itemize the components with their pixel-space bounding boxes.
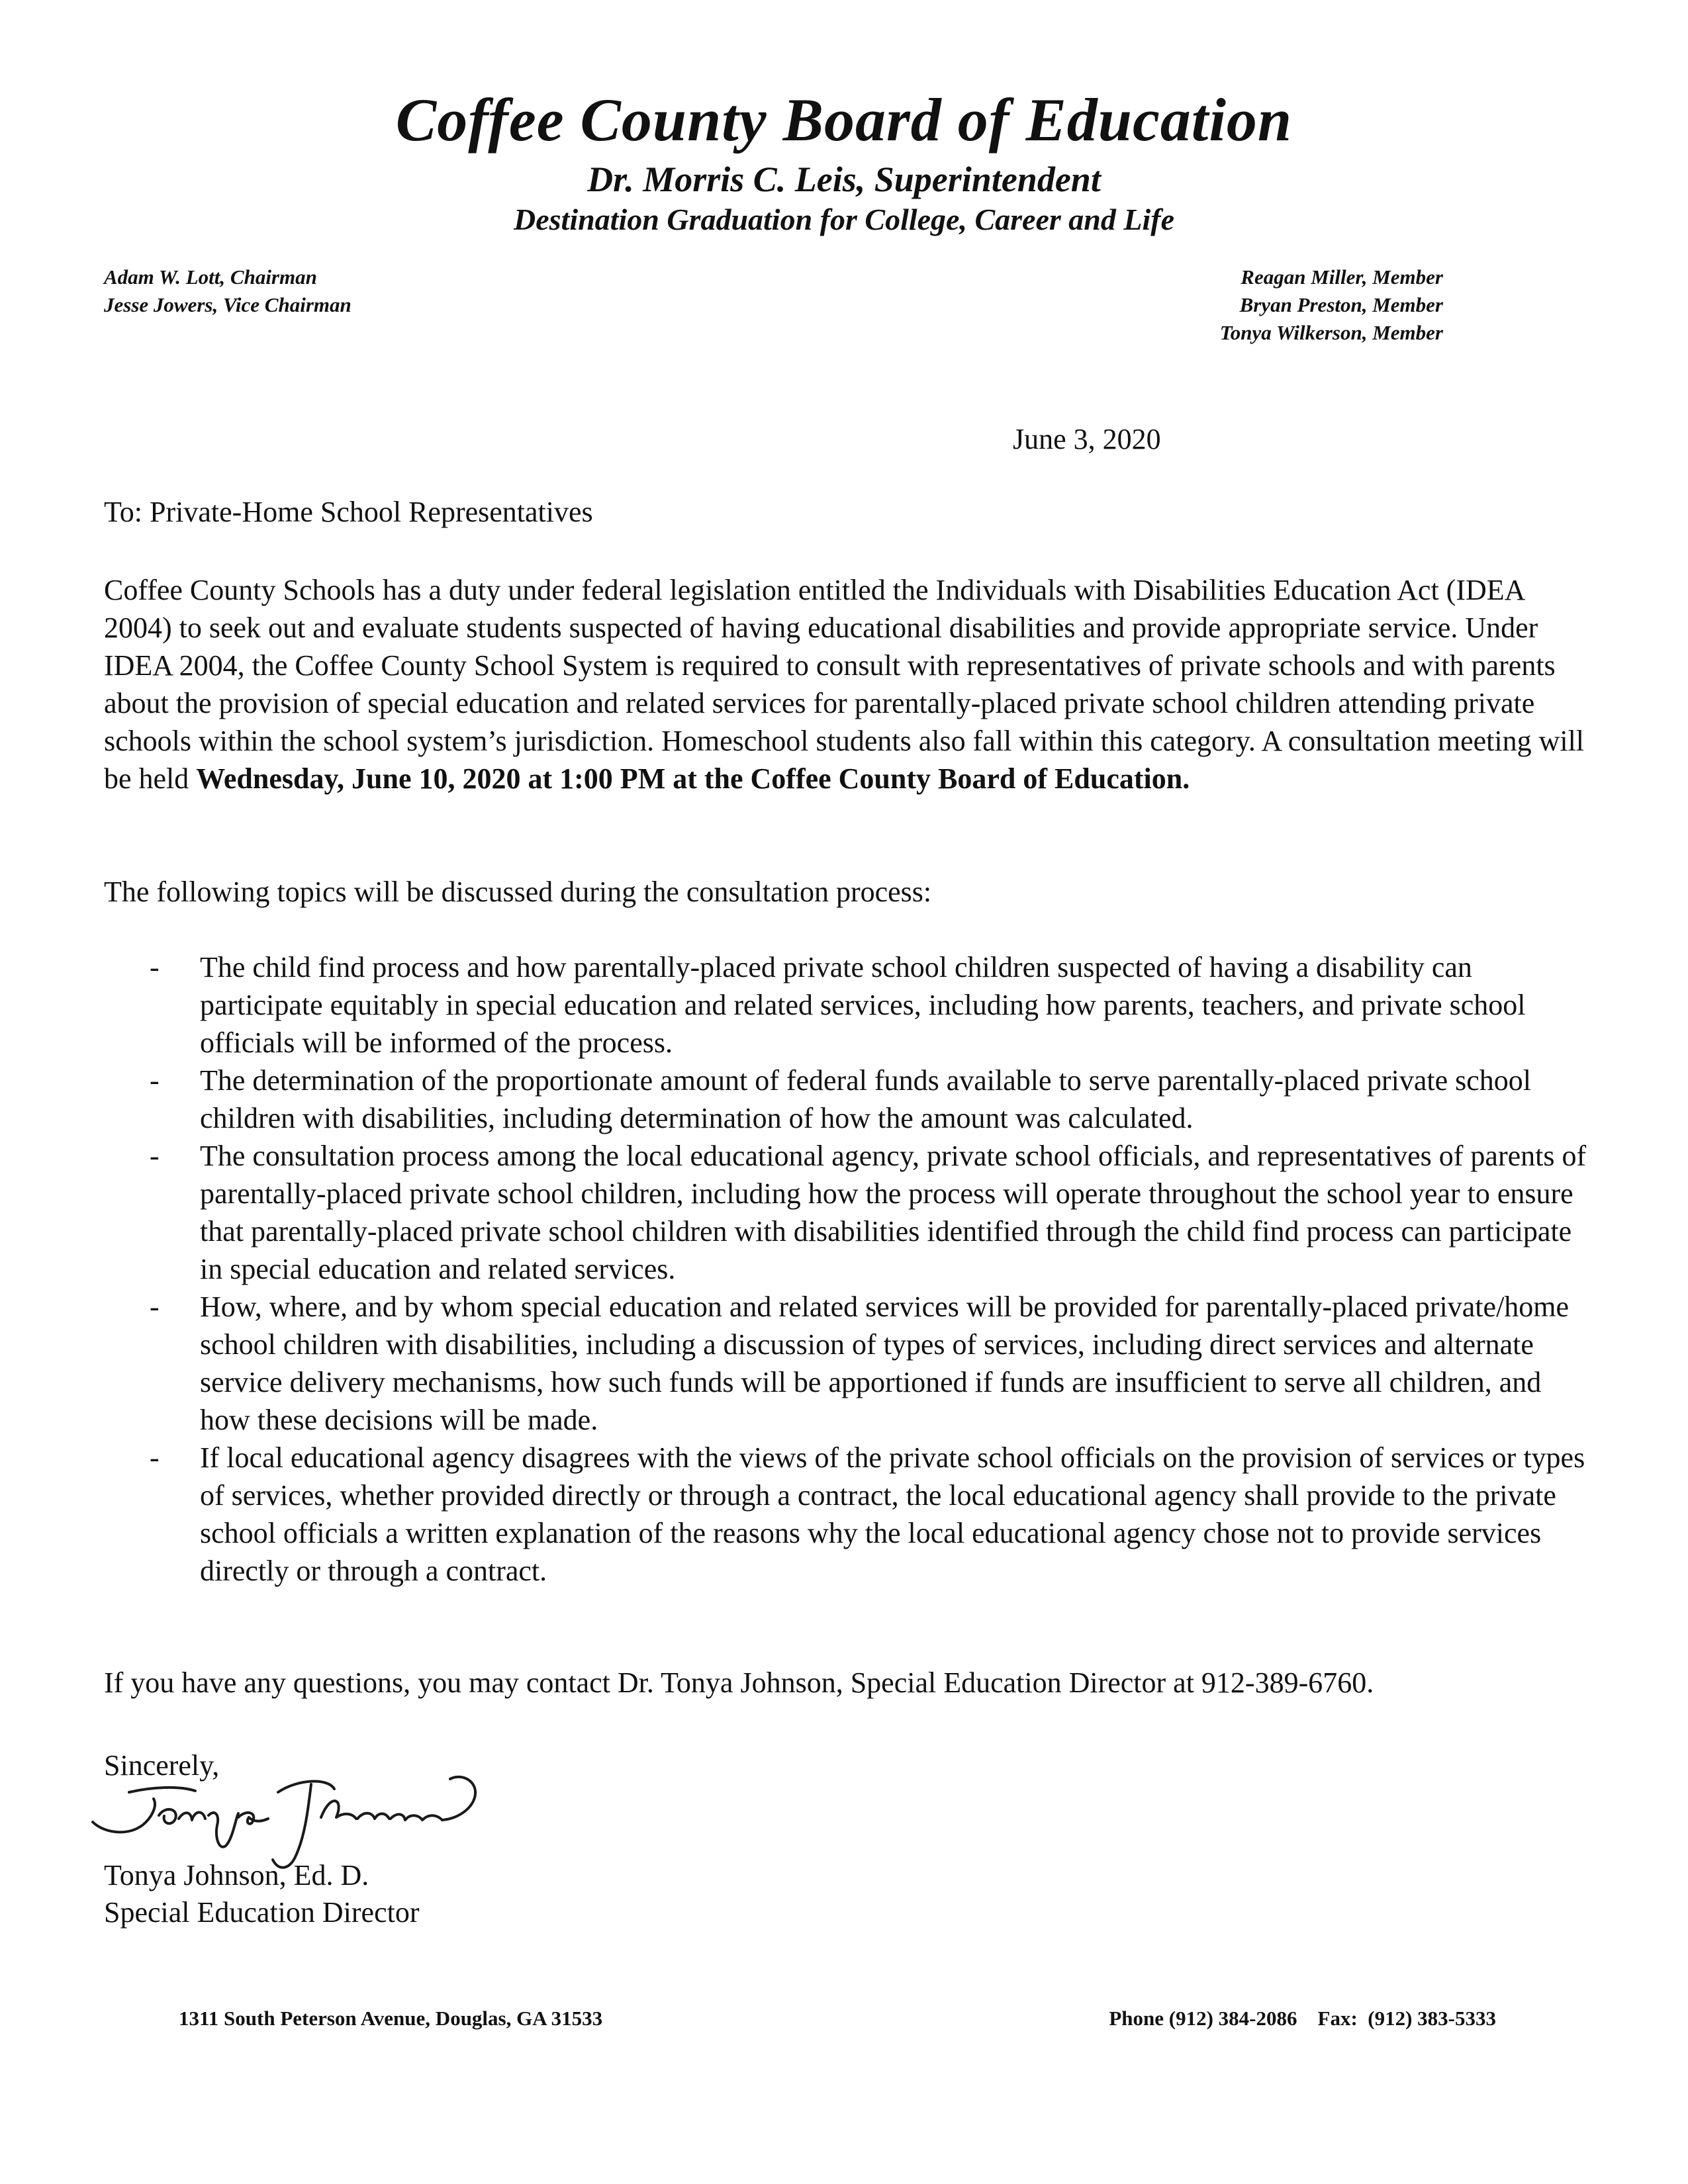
superintendent-line: Dr. Morris C. Leis, Superintendent: [587, 159, 1101, 199]
list-bullet: -: [150, 951, 160, 983]
board-members: [1220, 263, 1443, 347]
tagline: Destination Graduation for College, Career and Life: [514, 203, 1174, 236]
contact-line: If you have any questions, you may contact Dr. Tonya Johnson, Special Education Director at 912-389-6760.: [104, 1666, 1374, 1699]
meeting-details: Wednesday, June 10, 2020 at 1:00 PM at the Coffee County Board of Education.: [196, 762, 1190, 795]
list-item: [139, 1439, 1595, 1590]
list-bullet: -: [150, 1140, 160, 1172]
board-member: Tonya Wilkerson, Member: [1219, 321, 1443, 344]
closing: Sincerely,: [104, 1749, 220, 1782]
list-item: [139, 1062, 1595, 1137]
list-item: [139, 1288, 1595, 1439]
list-item: [139, 1137, 1595, 1288]
board-member: Bryan Preston, Member: [1239, 293, 1443, 316]
recipient-line: To: Private-Home School Representatives: [104, 496, 593, 528]
list-bullet: -: [150, 1064, 160, 1097]
letter-date: June 3, 2020: [1013, 423, 1161, 455]
organization-title: Coffee County Board of Education: [395, 86, 1293, 154]
signer-name: Tonya Johnson, Ed. D.: [104, 1859, 369, 1891]
topics-intro: The following topics will be discussed during the consultation process:: [104, 876, 932, 908]
board-officers: [104, 263, 352, 319]
list-item-text: The consultation process among the local educational agency, private school officials, and representatives of parents of parentally-placed private school children, including how the process will operate throughout the school year to ensure that parentally-placed private school children with disabilities identified through the child find process can participate in special education and related services.: [200, 1140, 1587, 1285]
board-member: Jesse Jowers, Vice Chairman: [104, 293, 352, 316]
list-item-text: If local educational agency disagrees with the views of the private school officials on the provision of services or types of services, whether provided directly or through a contract, the local educational agency shall provide to the private school officials a written explanation of the reasons why the local educational agency chose not to provide services directly or through a contract.: [200, 1441, 1585, 1587]
list-item: [139, 948, 1595, 1062]
topics-list: [139, 948, 1595, 1590]
list-bullet: -: [150, 1441, 160, 1474]
list-item-text: The child find process and how parentally-placed private school children suspected of having a disability can participate equitably in special education and related services, including how parents, teachers, and private school officials will be informed of the process.: [200, 951, 1526, 1059]
board-member: Adam W. Lott, Chairman: [104, 265, 317, 289]
board-member: Reagan Miller, Member: [1241, 265, 1443, 289]
footer-phone-fax: Phone (912) 384-2086 Fax: (912) 383-5333: [1109, 2007, 1496, 2030]
body-text: Coffee County Schools has a duty under federal legislation entitled the Individuals with Disabilities Education Act (IDEA 2004) to seek out and evaluate students suspected of having educational disabilities and provide appropriate service. Under IDEA 2004, the Coffee County School System is required to consult with representatives of private schools and with parents about the provision of special education and related services for parentally-placed private school children attending private schools within the school system’s jurisdiction. Homeschool students also fall within this category. A consultation meeting will be held: [104, 574, 1585, 795]
signer-title: Special Education Director: [104, 1896, 420, 1929]
list-item-text: How, where, and by whom special education and related services will be provided for parentally-placed private/home school children with disabilities, including a discussion of types of services, including direct services and alternate service delivery mechanisms, how such funds will be apportioned if funds are insufficient to serve all children, and how these decisions will be made.: [200, 1291, 1570, 1436]
list-item-text: The determination of the proportionate amount of federal funds available to serve parentally-placed private school children with disabilities, including determination of how the amount was calculated.: [200, 1064, 1532, 1134]
footer-address: 1311 South Peterson Avenue, Douglas, GA 31533: [179, 2007, 603, 2030]
body-paragraph: [104, 571, 1587, 797]
list-bullet: -: [150, 1291, 160, 1323]
